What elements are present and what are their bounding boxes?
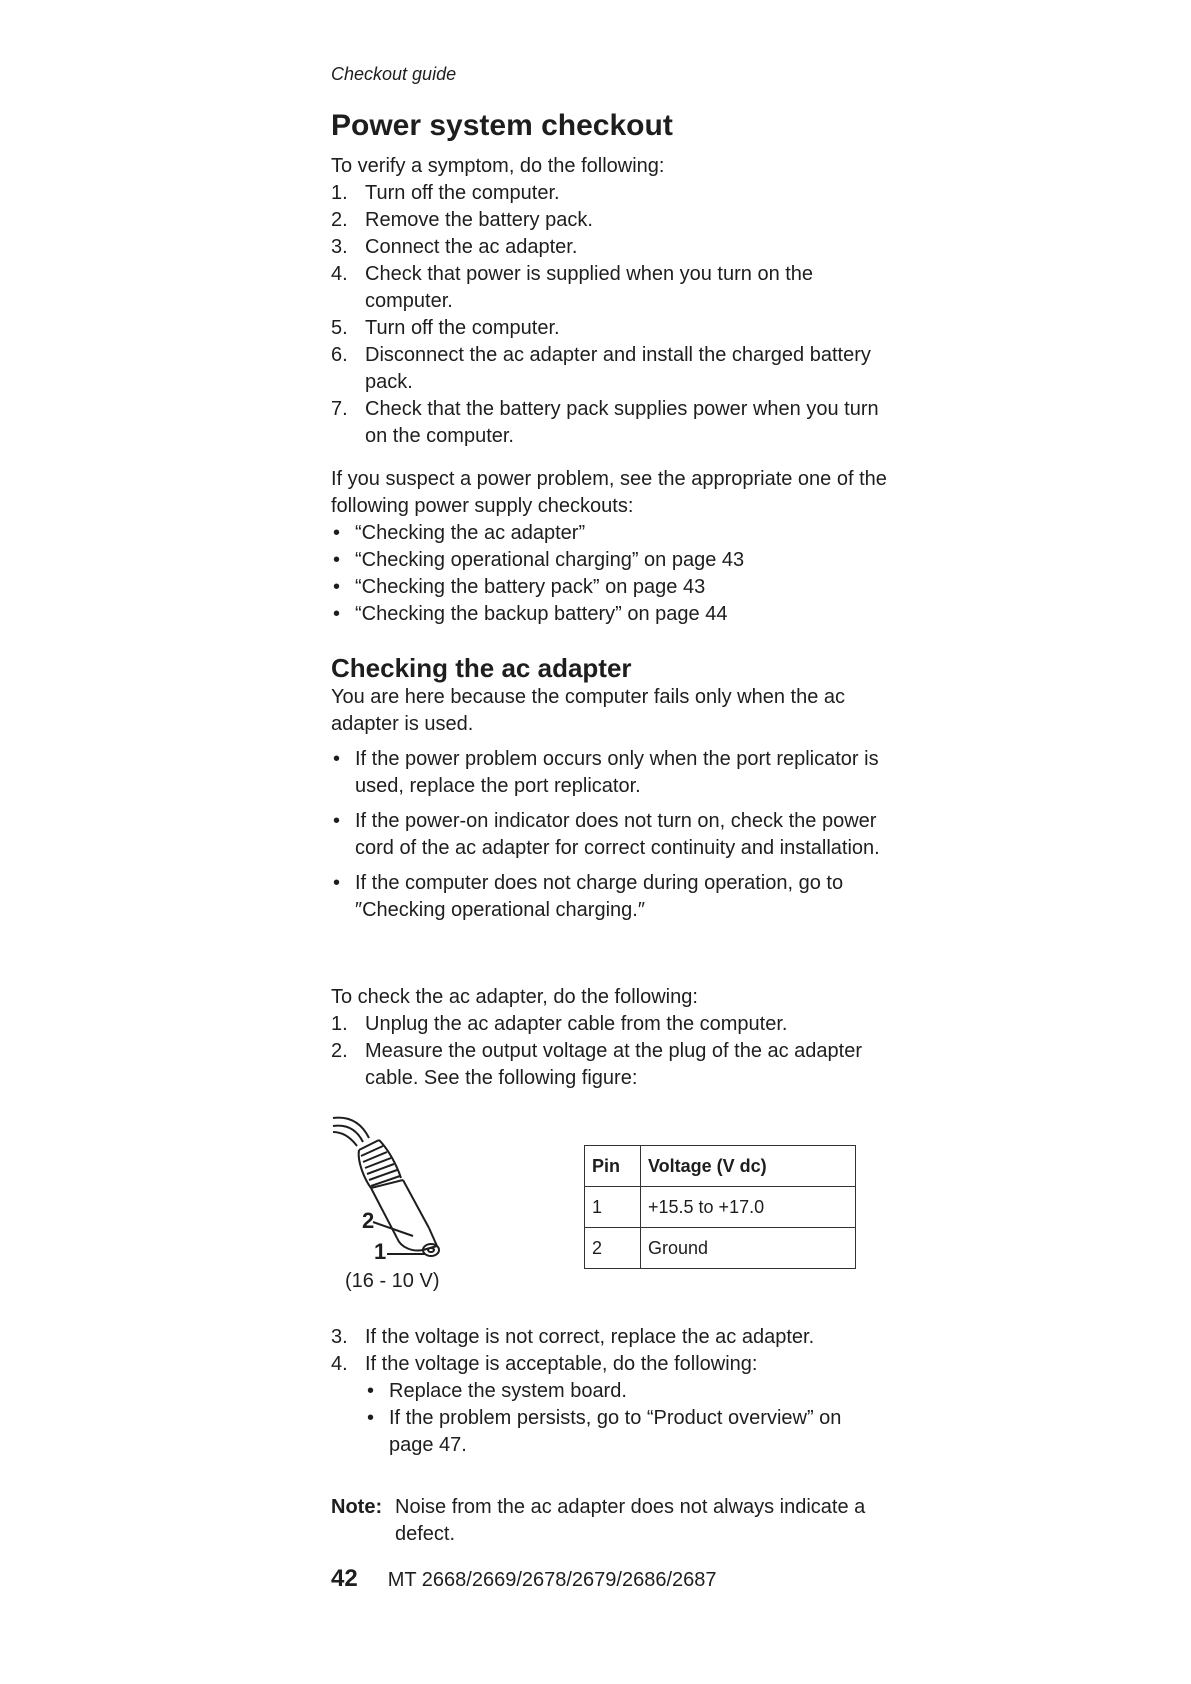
plug-voltage-caption: (16 - 10 V)	[345, 1270, 440, 1292]
voltage-steps-list	[331, 1324, 891, 1459]
table-cell: 1	[585, 1187, 641, 1228]
list-item: 5. Turn off the computer.	[331, 317, 560, 339]
table-header-voltage: Voltage (V dc)	[641, 1146, 856, 1187]
list-item: • “Checking operational charging” on page 43	[333, 549, 745, 571]
plug-figure	[331, 1110, 891, 1300]
list-item: • If the power problem occurs only when the port replicator is used, replace the port replicator.	[333, 748, 879, 797]
check-steps-list	[331, 1011, 891, 1092]
list-item: • Replace the system board.	[367, 1380, 627, 1402]
voltage-steps	[331, 1324, 891, 1459]
suspect-section	[331, 466, 891, 628]
list-item: • If the power-on indicator does not turn on, check the power cord of the ac adapter for correct continuity and installation.	[333, 810, 880, 859]
ac-adapter-bullets	[331, 746, 891, 924]
list-item: 1. Unplug the ac adapter cable from the computer.	[331, 1013, 788, 1035]
power-checkout-body	[331, 153, 891, 450]
pin-voltage-table	[584, 1145, 856, 1269]
table-row	[585, 1228, 856, 1269]
ac-plug-illustration	[331, 1110, 461, 1280]
list-item: • “Checking the backup battery” on page 44	[333, 603, 728, 625]
voltage-sub-bullets	[365, 1378, 891, 1459]
list-item: • “Checking the ac adapter”	[333, 522, 586, 544]
verify-steps-list	[331, 180, 891, 450]
model-numbers: MT 2668/2669/2678/2679/2686/2687	[387, 1569, 717, 1591]
note-label: Note:	[331, 1496, 383, 1518]
list-item: 7. Check that the battery pack supplies power when you turn on the computer.	[331, 398, 879, 447]
page-footer	[331, 1565, 717, 1593]
pin-2-label: 2	[362, 1208, 375, 1233]
suspect-paragraph: If you suspect a power problem, see the appropriate one of the following power supply checkouts:	[331, 468, 887, 517]
running-head: Checkout guide	[331, 64, 457, 84]
check-adapter-steps	[331, 984, 891, 1092]
verify-intro: To verify a symptom, do the following:	[331, 155, 665, 177]
list-item: 1. Turn off the computer.	[331, 182, 560, 204]
list-item: • If the problem persists, go to “Product overview” on page 47.	[367, 1407, 842, 1456]
table-cell: 2	[585, 1228, 641, 1269]
list-item: • If the computer does not charge during operation, go to ″Checking operational charging.″	[333, 872, 844, 921]
list-item: 2. Measure the output voltage at the plug of the ac adapter cable. See the following figure:	[331, 1040, 863, 1089]
list-item: 4. Check that power is supplied when you turn on the computer.	[331, 263, 814, 312]
table-row	[585, 1187, 856, 1228]
list-item: 2. Remove the battery pack.	[331, 209, 593, 231]
note	[331, 1494, 891, 1548]
section-title-checking-ac-adapter: Checking the ac adapter	[331, 653, 632, 683]
list-item: 4. If the voltage is acceptable, do the following: • Replace the system board. • If the problem persists, go to “Product overview” on page 47.	[331, 1351, 891, 1459]
table-header-row	[585, 1146, 856, 1187]
ac-adapter-intro: You are here because the computer fails only when the ac adapter is used.	[331, 686, 846, 735]
page-number: 42	[331, 1565, 358, 1592]
list-item: 3. Connect the ac adapter.	[331, 236, 578, 258]
table-header-pin: Pin	[585, 1146, 641, 1187]
section-title-power-system-checkout: Power system checkout	[331, 109, 673, 142]
list-item: 3. If the voltage is not correct, replace the ac adapter.	[331, 1326, 815, 1348]
check-intro: To check the ac adapter, do the following:	[331, 986, 698, 1008]
table-cell: +15.5 to +17.0	[641, 1187, 856, 1228]
list-item: 6. Disconnect the ac adapter and install the charged battery pack.	[331, 344, 871, 393]
pin-1-label: 1	[374, 1239, 387, 1264]
table-cell: Ground	[641, 1228, 856, 1269]
checkouts-list	[331, 520, 891, 628]
list-item: • “Checking the battery pack” on page 43	[333, 576, 706, 598]
ac-adapter-section	[331, 652, 891, 932]
note-text: Noise from the ac adapter does not always indicate a defect.	[395, 1496, 866, 1545]
